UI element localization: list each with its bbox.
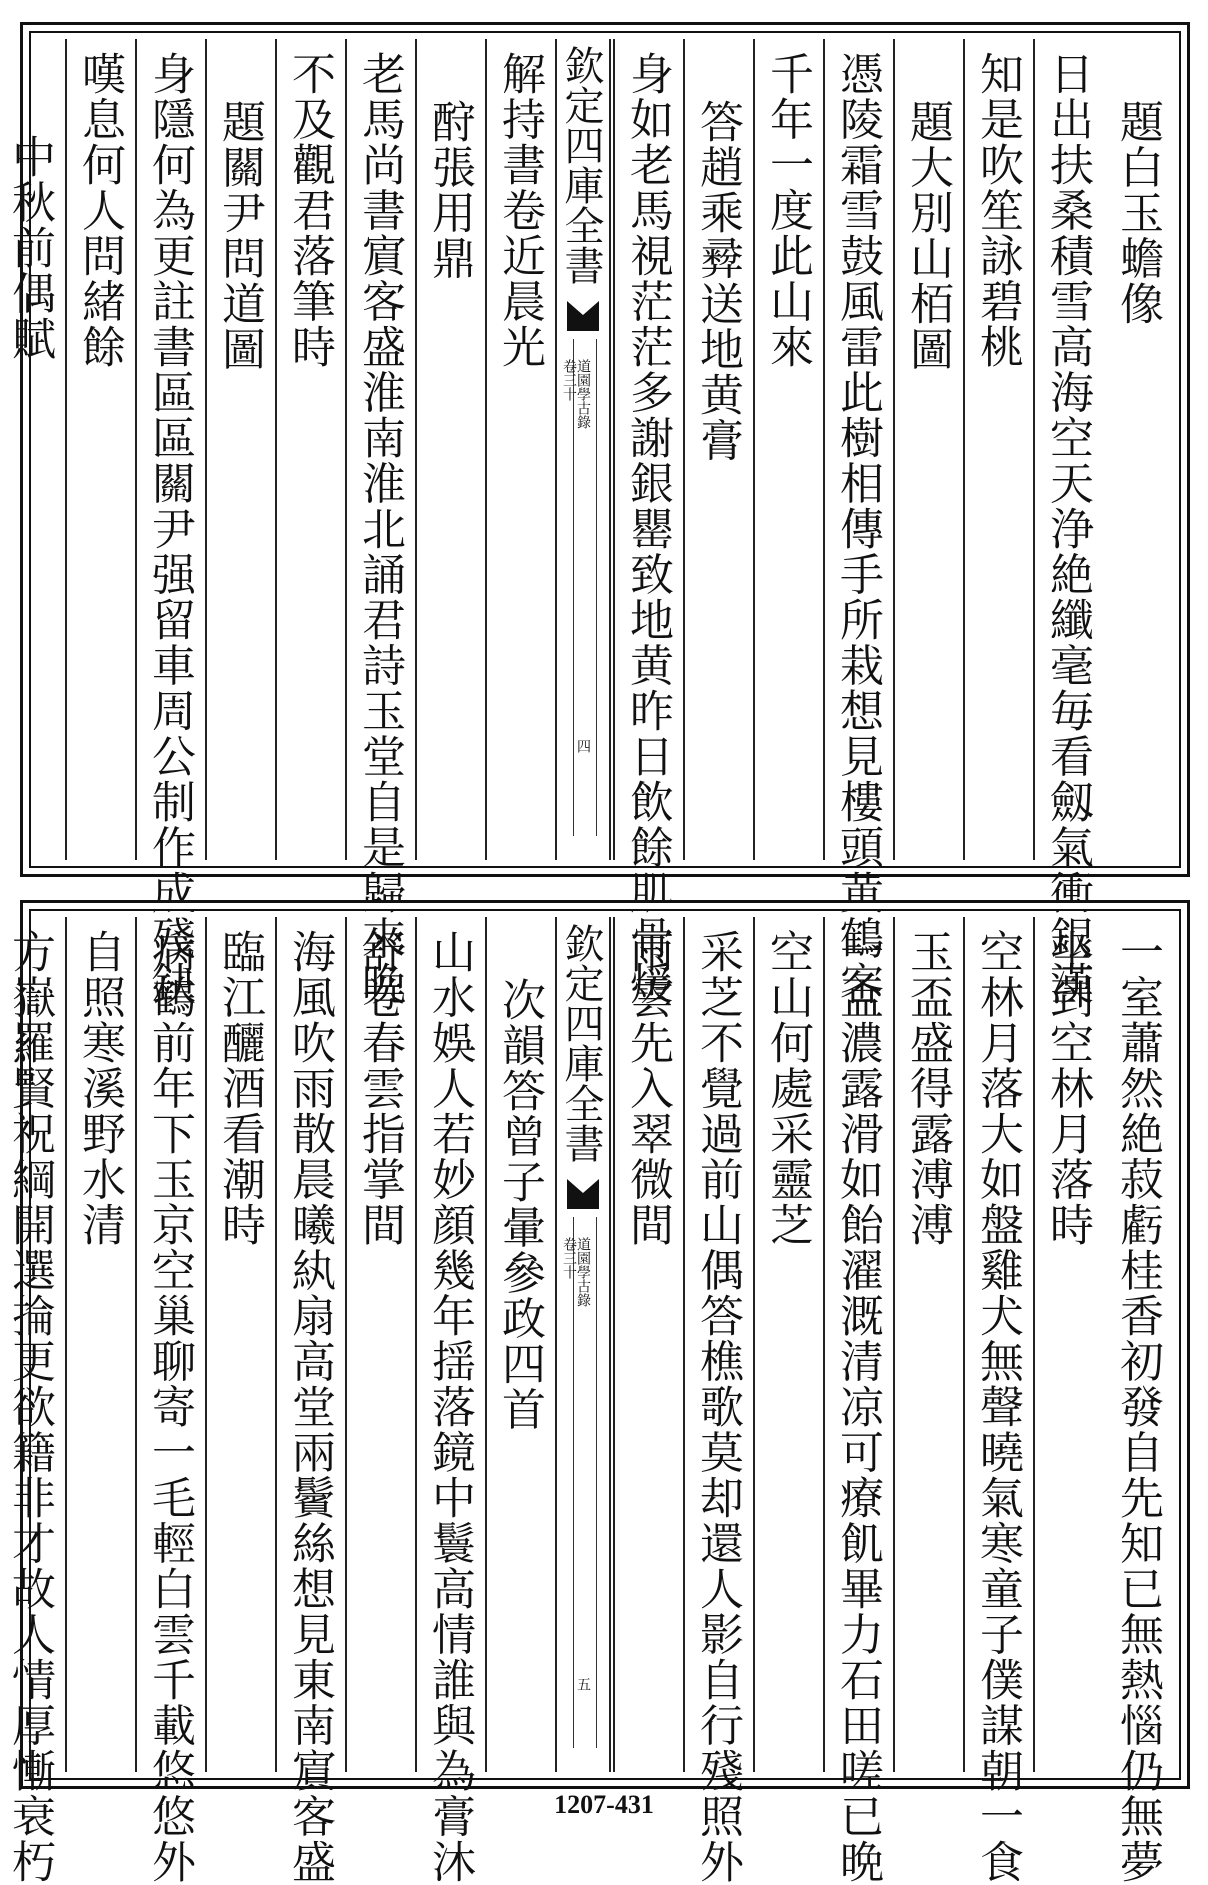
fishtail-mark-icon [567,301,599,331]
text-column [345,39,413,1007]
poem-line: 自照寒溪野水清 [74,929,125,1248]
poem-line: 舒卷春雲指掌間 [354,929,405,1248]
text-column [823,917,891,1885]
poem-line: 采芝不覺過前山偶答樵歌莫却還人影自行殘照外 [692,929,743,1885]
poem-line: 臨江釃酒看潮時 [214,929,265,1248]
poem-line: 嘆息何人問緒餘 [74,51,125,370]
poem-line: 一盃濃露滑如飴濯溉清凉可療飢畢力石田嗟已晩 [832,929,883,1885]
poem-line: 老馬尚書賔客盛淮南淮北誦君詩玉堂自是歸來晩 [354,51,405,1007]
text-column [205,917,273,1772]
text-column [205,39,273,860]
text-column [0,39,63,860]
poem-line: 千年一度此山來 [762,51,813,370]
text-column [893,39,961,860]
text-column [1033,39,1101,1007]
poem-line: 雨雲先入翠微間 [622,929,673,1248]
poem-line: 身如老馬視茫茫多謝銀罌致地黄昨日飲餘肌骨煖 [622,51,673,1007]
center-spine [555,39,611,860]
poem-line: 空林月落大如盤雞犬無聲曉氣寒童子僕謀朝一食 [972,929,1023,1885]
poem-line: 憑陵霜雪鼓風雷此樹相傳手所栽想見樓頭黄鶴客 [832,51,883,1007]
text-column [415,917,483,1885]
poem-line: 玉盃盛得露溥溥 [902,929,953,1248]
poem-title: 中秋前偶賦 [4,134,55,362]
poem-line: 病鶴前年下玉京空巢聊寄一毛輕白雲千載悠悠外 [144,929,195,1885]
text-column [135,39,203,1007]
text-column [485,39,553,860]
text-column [65,39,133,860]
text-column [753,39,821,860]
poem-line: 空山何處采靈芝 [762,929,813,1248]
poem-line: 解持書卷近晨光 [494,51,545,370]
poem-line: 坐到空林月落時 [1042,929,1093,1248]
poem-line: 身隱何為更註書區區關尹强留車周公制作成殘鈌 [144,51,195,1007]
text-column [613,39,681,1007]
poem-title: 次韻答曾子暈參政四首 [494,977,545,1432]
text-column [1033,917,1101,1772]
poem-title: 題關尹問道圖 [214,99,265,372]
poem-title: 酧張用鼎 [424,99,475,281]
text-column [963,917,1031,1885]
text-column [1103,917,1171,1885]
poem-line: 不及觀君落筆時 [284,51,335,370]
spine-title: 欽定四庫全書 [558,45,604,285]
poem-line: 知是吹笙詠碧桃 [972,51,1023,370]
text-column [275,39,343,860]
text-column [963,39,1031,860]
text-column [275,917,343,1885]
poem-title: 題白玉蟾像 [1112,99,1163,327]
fishtail-mark-icon [567,1179,599,1209]
spine-folio: 四 [575,739,591,753]
page-number: 1207-431 [554,1790,654,1819]
text-column [0,917,63,1885]
spine-title: 欽定四庫全書 [558,923,604,1163]
text-column [345,917,413,1772]
text-column [823,39,891,1007]
upper-page [4,22,1190,1007]
spine-folio: 五 [575,1677,591,1691]
text-column [893,917,961,1772]
poem-line: 海風吹雨散晨曦紈扇高堂兩鬢絲想見東南賔客盛 [284,929,335,1885]
text-column [485,917,553,1772]
text-column [683,917,751,1885]
spine-juan: 卷三十 [561,359,577,401]
poem-line: 一室蕭然絶菽虧桂香初發自先知已無熱惱仍無夢 [1112,929,1163,1885]
poem-title: 題大別山栢圖 [902,99,953,372]
spine-book-title: 道園學古錄 [575,1237,591,1307]
poem-title: 答趙乘彛送地黄膏 [692,99,743,463]
text-column [753,917,821,1772]
poem-line: 山水娛人若妙顔幾年揺落鏡中鬟高情誰與為膏沐 [424,929,475,1885]
spine-juan: 卷三十 [561,1237,577,1279]
poem-line: 方嶽羅賢祝綱開選掄更欲籍非才故人情厚慚衰朽 [4,929,55,1885]
text-column [65,917,133,1772]
text-column [613,917,681,1772]
center-spine [555,917,611,1772]
text-column [1103,39,1171,860]
text-column [135,917,203,1885]
text-column [415,39,483,860]
text-column [683,39,751,860]
spine-book-title: 道園學古錄 [575,359,591,429]
poem-line: 日出扶桑積雪高海空天浄絶纖毫毎看劔氣衝銀漢 [1042,51,1093,1007]
